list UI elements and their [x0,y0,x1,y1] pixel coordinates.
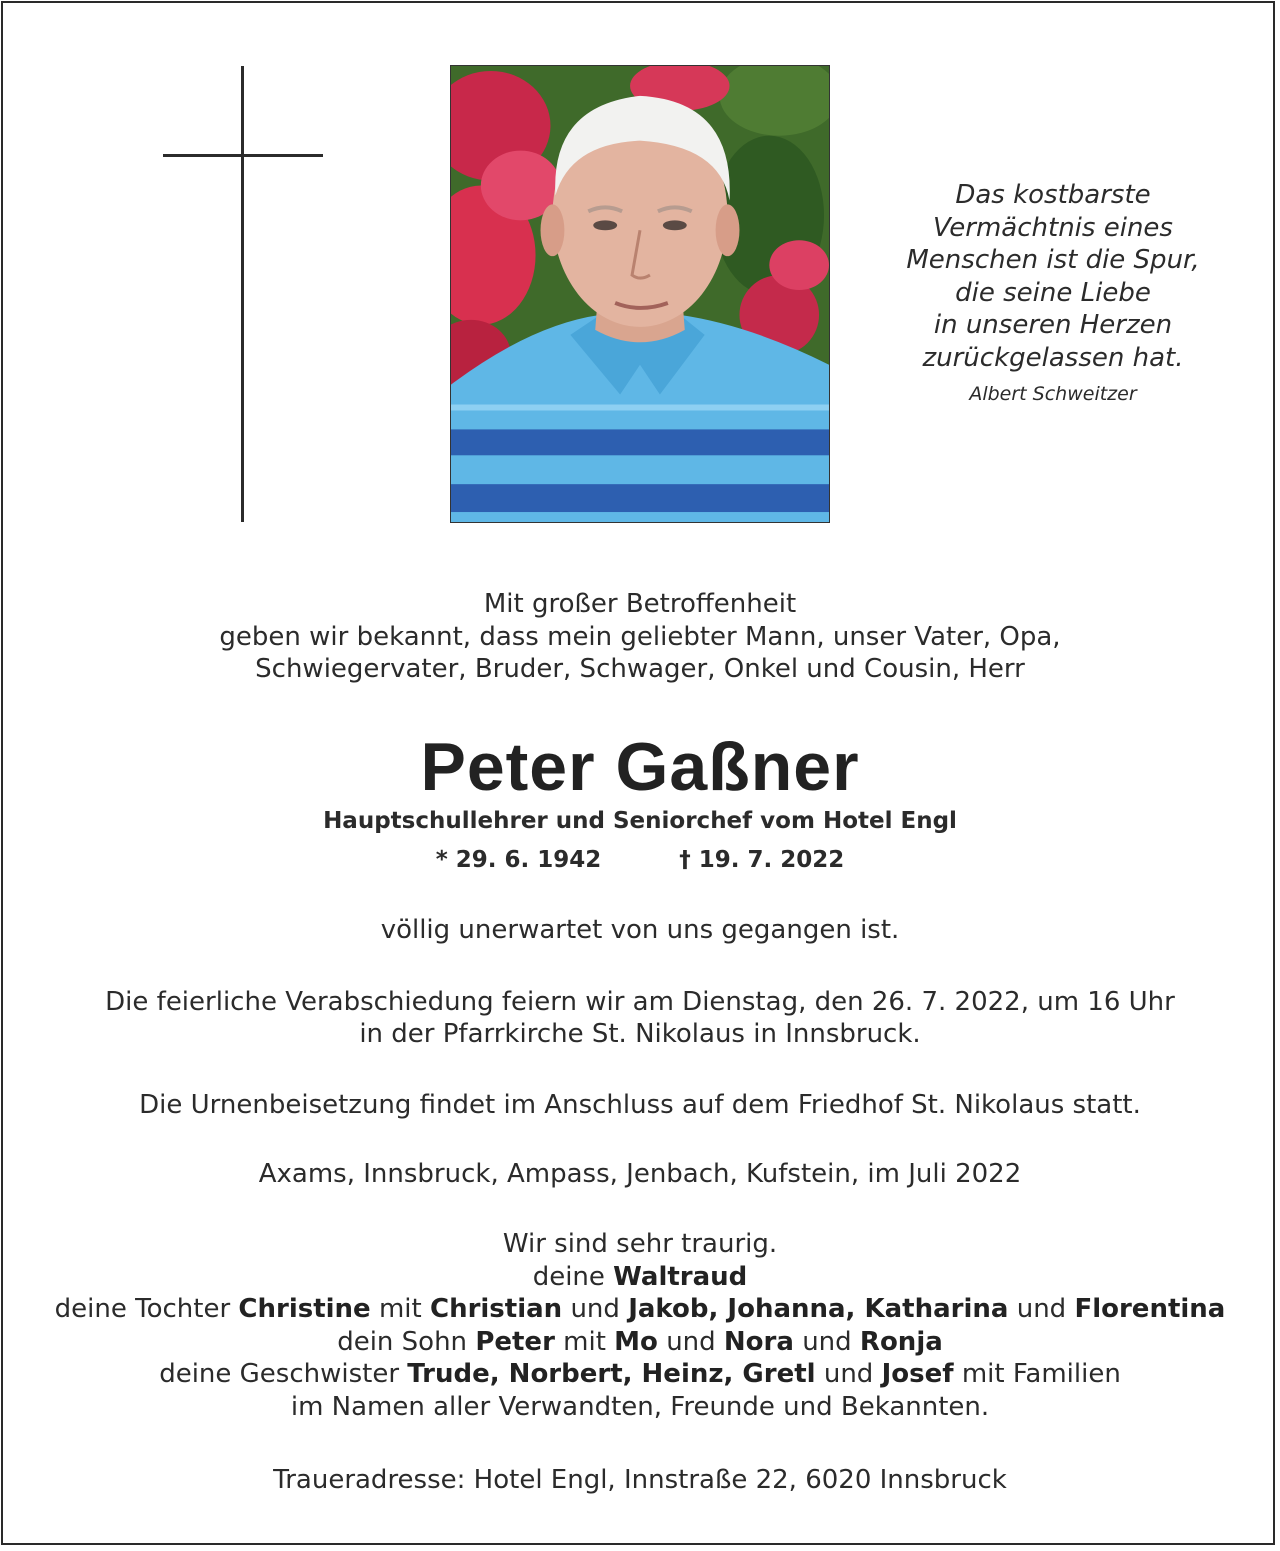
birth-date: * 29. 6. 1942 [435,847,602,873]
intro-line: geben wir bekannt, dass mein geliebter Mann, unser Vater, Opa, [219,621,1061,652]
burial-text: Die Urnenbeisetzung findet im Anschluss auf dem Friedhof St. Nikolaus statt. [139,1090,1141,1120]
family-closing: im Namen aller Verwandten, Freunde und Bekannten. [290,1391,990,1422]
ceremony-line: Die feierliche Verabschiedung feiern wir am Dienstag, den 26. 7. 2022, um 16 Uhr [105,987,1175,1017]
quote [883,179,1223,406]
quote-author: Albert Schweitzer [969,383,1137,405]
quote-line: zurückgelassen hat. [922,342,1184,373]
family-wife-line: deine Waltraud [532,1261,748,1292]
place-date-text: Axams, Innsbruck, Ampass, Jenbach, Kufstein, im Juli 2022 [258,1159,1022,1189]
portrait-image [451,66,829,522]
family-siblings-line: deine Geschwister Trude, Norbert, Heinz, Gretl und Josef mit Familien [159,1359,1121,1390]
portrait-photo [450,65,830,523]
quote-line: Vermächtnis eines [933,212,1173,243]
quote-line: Menschen ist die Spur, [906,245,1200,275]
deceased-title: Hauptschullehrer und Seniorchef vom Hotel Engl [323,808,957,834]
cross-icon [3,3,4,4]
family-sad: Wir sind sehr traurig. [502,1229,778,1259]
family-son-line: dein Sohn Peter mit Mo und Nora und Ronja [337,1326,943,1357]
mourning-address: Traueradresse: Hotel Engl, Innstraße 22, 6020 Innsbruck [273,1465,1007,1495]
family-signatures [3,1228,1277,1424]
ceremony-line: in der Pfarrkirche St. Nikolaus in Innsbruck. [359,1019,921,1049]
obituary-notice [1,1,1275,1545]
ceremony-text [3,986,1277,1050]
deceased-name: Peter Gaßner [420,729,860,805]
family-daughter-line: deine Tochter Christine mit Christian und Jakob, Johanna, Katharina und Florentina [54,1294,1226,1325]
quote-line: Das kostbarste [955,180,1151,210]
quote-line: in unseren Herzen [933,310,1173,340]
death-date: † 19. 7. 2022 [679,847,845,873]
intro-line: Schwiegervater, Bruder, Schwager, Onkel und Cousin, Herr [255,654,1025,684]
life-dates [3,845,1277,875]
passed-text: völlig unerwartet von uns gegangen ist. [380,915,900,945]
intro-line: Mit großer Betroffenheit [483,589,797,619]
quote-line: die seine Liebe [955,277,1151,308]
intro-text [3,588,1277,686]
